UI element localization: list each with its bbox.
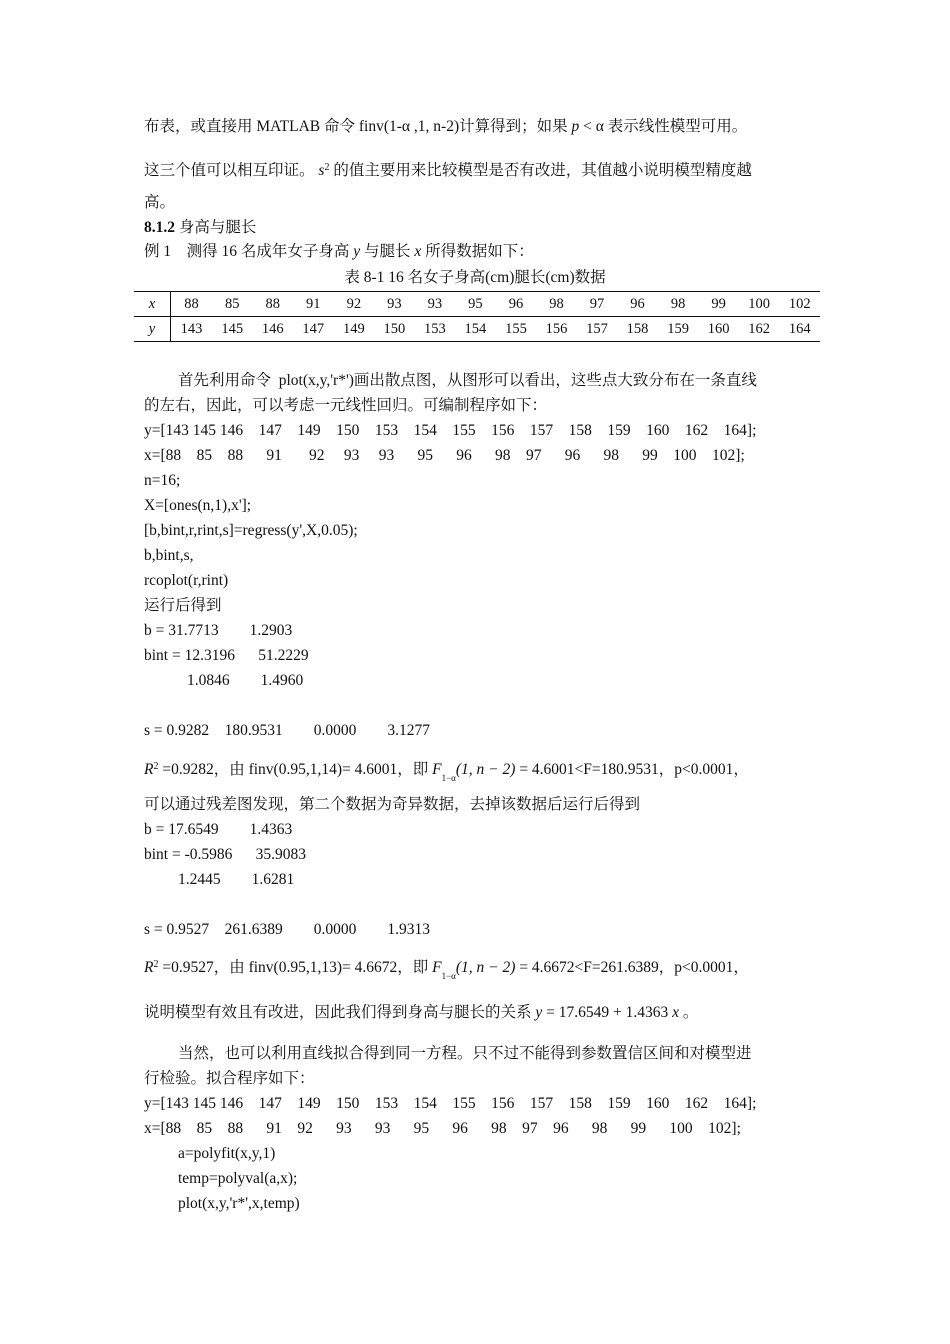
table-cell-y: 162	[739, 317, 780, 342]
result-line: s = 0.9282 180.9531 0.0000 3.1277	[144, 722, 431, 739]
code-line: plot(x,y,'r*',x,temp)	[178, 1195, 300, 1212]
code-line: rcoplot(r,rint)	[144, 572, 229, 589]
section-number: 8.1.2	[144, 219, 175, 236]
table-row-x	[134, 292, 820, 317]
text: 。	[679, 1004, 699, 1021]
text: 这三个值可以相互印证。	[144, 162, 319, 179]
code-line: a=polyfit(x,y,1)	[178, 1145, 276, 1162]
code-line: b = 31.7713 1.2903	[144, 622, 293, 639]
table-cell-x: 99	[698, 292, 739, 317]
result-equation	[144, 955, 749, 986]
superscript: 2	[153, 761, 159, 772]
code-line: x=[88 85 88 91 92 93 93 95 96 98 97 96 98 99 100 102];	[144, 447, 745, 464]
table-cell-y: 164	[779, 317, 820, 342]
text: 的值主要用来比较模型是否有改进，其值越小说明模型精度越	[329, 162, 752, 179]
code-line: n=16;	[144, 472, 181, 489]
result-equation	[144, 757, 749, 788]
code-line: b = 17.6549 1.4363	[144, 821, 293, 838]
table-cell-x: 96	[617, 292, 658, 317]
table-cell-y: 153	[415, 317, 456, 342]
text: 所得数据如下：	[421, 243, 534, 260]
code-line: bint = -0.5986 35.9083	[144, 846, 307, 863]
paragraph-line	[144, 117, 747, 137]
code-line: y=[143 145 146 147 149 150 153 154 155 156 157 158 159 160 162 164];	[144, 422, 757, 439]
paragraph-line	[144, 158, 752, 181]
table-cell-y: 157	[577, 317, 618, 342]
code-line: bint = 12.3196 51.2229	[144, 647, 309, 664]
row-header-x: x	[134, 292, 171, 317]
table-cell-x: 97	[577, 292, 618, 317]
code-line: x=[88 85 88 91 92 93 93 95 96 98 97 96 98 99 100 102];	[144, 1120, 741, 1137]
table-cell-x: 85	[212, 292, 253, 317]
table-cell-y: 155	[496, 317, 537, 342]
code-line: 1.0846 1.4960	[187, 672, 304, 689]
table-cell-y: 158	[617, 317, 658, 342]
text: 例 1 测得 16 名成年女子身高	[144, 243, 354, 260]
table-cell-y: 143	[171, 317, 212, 342]
table-cell-x: 98	[658, 292, 699, 317]
table-cell-x: 95	[455, 292, 496, 317]
code-line: [b,bint,r,rint,s]=regress(y',X,0.05);	[144, 522, 358, 539]
text: = 4.6672<F=261.6389，p<0.0001，	[515, 959, 749, 976]
conclusion-line	[144, 1003, 698, 1023]
table-cell-y: 154	[455, 317, 496, 342]
x-symbol: x	[672, 1004, 680, 1021]
text: 与腿长	[360, 243, 415, 260]
f-args: (1, n − 2)	[455, 761, 516, 778]
text: = 4.6001<F=180.9531，p<0.0001，	[515, 761, 749, 778]
alpha-symbol: α	[401, 118, 411, 135]
table-cell-y: 149	[334, 317, 375, 342]
subscript: 1−α	[441, 971, 456, 981]
table-cell-x: 100	[739, 292, 780, 317]
example-line	[144, 242, 534, 262]
r-symbol: R	[144, 959, 154, 976]
text: 说明模型有效且有改进，因此我们得到身高与腿长的关系	[144, 1004, 536, 1021]
table-cell-y: 150	[374, 317, 415, 342]
table-cell-x: 98	[536, 292, 577, 317]
table-cell-y: 145	[212, 317, 253, 342]
superscript: 2	[153, 959, 159, 970]
y-symbol: y	[535, 1004, 543, 1021]
code-line: 运行后得到	[144, 597, 222, 614]
code-line: X=[ones(n,1),x'];	[144, 497, 252, 514]
paragraph-line: 行检验。拟合程序如下：	[144, 1070, 315, 1087]
table-cell-x: 88	[171, 292, 212, 317]
section-title: 身高与腿长	[175, 219, 257, 236]
table-cell-x: 93	[415, 292, 456, 317]
text: 表示线性模型可用。	[603, 118, 748, 135]
code-line: 1.2445 1.6281	[178, 871, 295, 888]
section-heading	[144, 218, 256, 238]
r-symbol: R	[144, 761, 154, 778]
f-args: (1, n − 2)	[455, 959, 516, 976]
table-cell-x: 88	[252, 292, 293, 317]
text: =0.9282，由 finv(0.95,1,14)= 4.6001，即	[158, 761, 433, 778]
table-cell-x: 93	[374, 292, 415, 317]
table-cell-x: 102	[779, 292, 820, 317]
result-line: s = 0.9527 261.6389 0.0000 1.9313	[144, 921, 431, 938]
y-symbol: y	[353, 243, 361, 260]
code-line: temp=polyval(a,x);	[178, 1170, 298, 1187]
table-cell-y: 147	[293, 317, 334, 342]
table-cell-y: 146	[252, 317, 293, 342]
text: =0.9527，由 finv(0.95,1,13)= 4.6672，即	[158, 959, 433, 976]
code-line: b,bint,s,	[144, 547, 194, 564]
p-symbol: p	[571, 118, 580, 135]
text: ,1, n-2)计算得到；如果	[410, 118, 572, 135]
equation: = 17.6549 + 1.4363	[542, 1004, 673, 1021]
table-cell-x: 91	[293, 292, 334, 317]
paragraph-line: 高。	[144, 194, 176, 211]
table-caption: 表 8-1 16 名女子身高(cm)腿长(cm)数据	[344, 269, 606, 286]
table-cell-x: 92	[334, 292, 375, 317]
code-line: y=[143 145 146 147 149 150 153 154 155 156 157 158 159 160 162 164];	[144, 1095, 757, 1112]
superscript: 2	[324, 162, 330, 173]
row-header-y: y	[134, 317, 171, 342]
x-symbol: x	[414, 243, 422, 260]
paragraph-line: 可以通过残差图发现，第二个数据为奇异数据，去掉该数据后运行后得到	[144, 796, 641, 813]
text: 布表，或直接用 MATLAB 命令 finv(1-	[144, 118, 402, 135]
table-cell-y: 156	[536, 317, 577, 342]
f-symbol: F	[432, 761, 442, 778]
subscript: 1−α	[441, 773, 456, 783]
table-row-y	[134, 317, 820, 342]
f-symbol: F	[432, 959, 442, 976]
paragraph-line: 的左右，因此，可以考虑一元线性回归。可编制程序如下：	[144, 397, 548, 414]
table-cell-y: 159	[658, 317, 699, 342]
paragraph-line: 首先利用命令 plot(x,y,'r*')画出散点图，从图形可以看出，这些点大致分布在一条直线	[178, 372, 757, 389]
data-table	[134, 291, 820, 342]
alpha-symbol: α	[595, 118, 604, 135]
s-symbol: s	[318, 162, 325, 179]
table-cell-y: 160	[698, 317, 739, 342]
paragraph-line: 当然，也可以利用直线拟合得到同一方程。只不过不能得到参数置信区间和对模型进	[178, 1045, 752, 1062]
table-cell-x: 96	[496, 292, 537, 317]
text: <	[579, 118, 596, 135]
